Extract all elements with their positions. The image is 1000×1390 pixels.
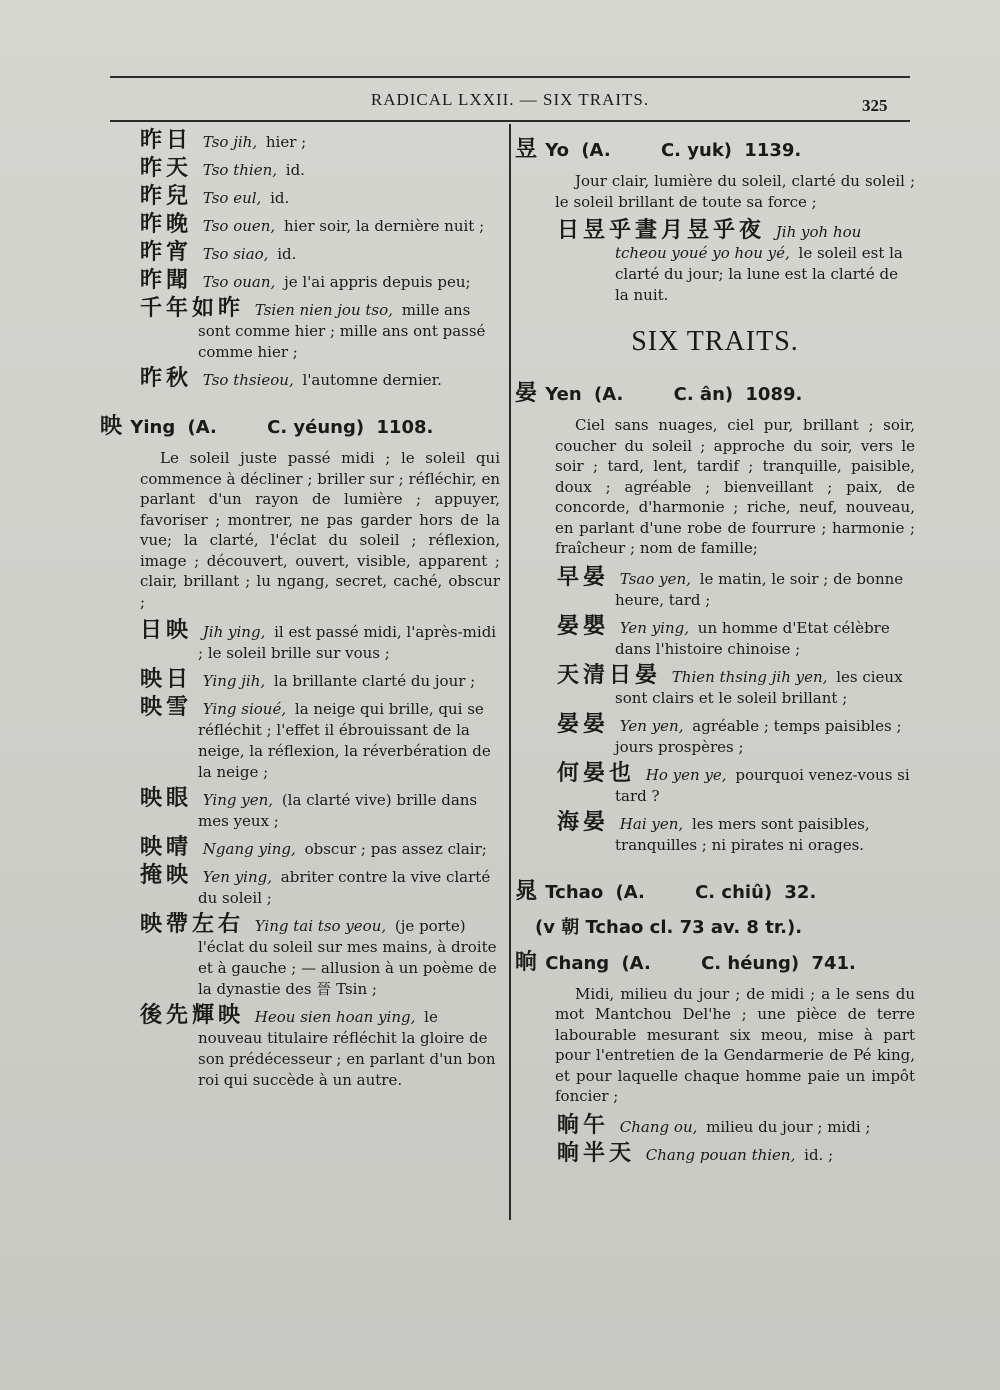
subentry-chars: 映雪	[140, 695, 193, 720]
subentry-chars: 晌午	[557, 1112, 610, 1138]
subentry	[100, 697, 500, 783]
subentry	[100, 186, 500, 209]
subentry-romanization: Chang pouan thien,	[645, 1145, 796, 1164]
subentry-chars: 昨聞	[140, 268, 193, 293]
subentry	[100, 837, 500, 860]
subentry-list-yen	[515, 564, 915, 856]
subentry	[100, 242, 500, 265]
subentry-romanization: Tso ouan,	[202, 273, 276, 291]
subentry-text: hier ;	[265, 133, 307, 151]
headword-char: 昱	[515, 137, 538, 162]
headword-char: 晌	[515, 949, 538, 975]
subentry-text: le matin, le soir ; de bonne heure, tard ;	[615, 569, 904, 609]
entry-head-ying	[100, 409, 500, 440]
subentry-text: les cieux sont clairs et le soleil brillant ;	[615, 667, 903, 707]
subentry-text: id.	[277, 245, 297, 263]
subentry-romanization: Jih yoh hou tcheou youé yo hou yé,	[615, 223, 862, 262]
subentry-romanization: Heou sien hoan ying,	[254, 1008, 416, 1026]
subentry	[100, 1005, 500, 1091]
subentry	[100, 620, 500, 664]
header-rule	[110, 120, 910, 122]
subentry-text: l'automne dernier.	[302, 371, 442, 389]
subentry-text: je l'ai appris depuis peu;	[284, 273, 471, 291]
headword-number: 1108.	[376, 417, 434, 438]
column-divider	[509, 124, 511, 1220]
headword-a: (A.	[581, 140, 611, 161]
subentry-romanization: Tso ouen,	[202, 217, 276, 235]
headword-char: 晏	[515, 381, 538, 406]
subentry	[515, 220, 915, 306]
left-column	[100, 130, 500, 1096]
headword-a: (A.	[593, 384, 624, 405]
subentry	[100, 214, 500, 237]
subentry-text: id. ;	[804, 1145, 834, 1164]
subentry-text: id.	[270, 189, 290, 207]
headword-number: 741.	[811, 952, 856, 974]
subentry	[100, 865, 500, 909]
subentry-romanization: Ying sioué,	[202, 700, 287, 718]
subentry	[515, 809, 915, 856]
headword-c: C. ân)	[673, 384, 734, 405]
subentry	[515, 1140, 915, 1166]
subentry-romanization: Tso siao,	[202, 245, 269, 263]
subentry-text: abriter contre la vive clarté du soleil ;	[198, 868, 491, 907]
subentry-romanization: Tso eul,	[202, 189, 262, 207]
subentry-text: le soleil est la clarté du jour; la lune est la clarté de la nuit.	[615, 244, 903, 304]
entry-definition-chang: Midi, milieu du jour ; de midi ; a le sens du mot Mantchou Del'he ; une pièce de terre labourable mesurant six meou, mise à part pour l'entretien de la Gendarmerie de Pé king, et pour laquelle chaque homme paie un impôt foncier ;	[555, 984, 915, 1105]
subentry-chars: 早晏	[557, 564, 610, 590]
subentry-text: les mers sont paisibles, tranquilles ; ni pirates ni orages.	[615, 814, 870, 854]
subentry-chars: 何晏也	[557, 760, 636, 786]
headword-number: 1089.	[745, 384, 803, 405]
subentry-romanization: Tsao yen,	[619, 569, 691, 588]
subentry-romanization: Ying yen,	[202, 791, 274, 809]
subentry-text: obscur ; pas assez clair;	[304, 840, 487, 858]
subentry-text: milieu du jour ; midi ;	[706, 1117, 871, 1136]
subentry-romanization: Hai yen,	[619, 814, 684, 833]
top-rule	[110, 76, 910, 78]
subentry	[100, 368, 500, 391]
subentry-romanization: Tsien nien jou tso,	[254, 301, 393, 319]
subentry-text: mille ans sont comme hier ; mille ans ont passé comme hier ;	[198, 301, 486, 361]
entry-head-yo	[515, 132, 915, 163]
entry-definition-yen: Ciel sans nuages, ciel pur, brillant ; soir, coucher du soleil ; approche du soir, vers le soir ; tard, lent, tardif ; tranquille, paisible, doux ; agréable ; bienveillant ; paix, de concorde, d'harmonie ; riche, neuf, nouveau, en parlant d'une robe de fourrure ; harmonie ; fraîcheur ; nom de famille;	[555, 416, 915, 557]
right-column	[515, 130, 915, 1171]
headword-c: C. chiû)	[695, 881, 773, 903]
subentry-chars: 天清日晏	[557, 662, 662, 688]
subentry-chars: 昨天	[140, 156, 193, 181]
subentry-text: la neige qui brille, qui se réfléchit ; l'effet il ébrouissant de la neige, la réflexion, la réverbération de la neige ;	[198, 700, 491, 781]
subentry-chars: 晏嬰	[557, 613, 610, 639]
subentry-chars: 昨兒	[140, 184, 193, 209]
subentry-romanization: Yen ying,	[619, 618, 690, 637]
subentry	[100, 788, 500, 832]
headword-c: C. héung)	[701, 952, 800, 974]
subentry-text: agréable ; temps paisibles ; jours prospères ;	[615, 716, 902, 756]
subentry	[515, 662, 915, 709]
subentry	[100, 130, 500, 153]
subentry-romanization: Tso thien,	[202, 161, 277, 179]
headword-char: 晁	[515, 878, 538, 904]
subentry-romanization: Yen yen,	[619, 716, 684, 735]
subentry-chars: 日映	[140, 618, 193, 643]
subentry	[515, 613, 915, 660]
subentry-text: un homme d'Etat célèbre dans l'histoire chinoise ;	[615, 618, 890, 658]
subentry-chars: 昨晚	[140, 212, 193, 237]
subentry-chars: 海晏	[557, 809, 610, 835]
headword-name: Chang	[545, 952, 610, 974]
entry-definition-yo: Jour clair, lumière du soleil, clarté du soleil ; le soleil brillant de toute sa force ;	[555, 172, 915, 211]
subentry-romanization: Tso jih,	[202, 133, 258, 151]
subentry	[100, 270, 500, 293]
subentry-romanization: Yen ying,	[202, 868, 273, 886]
subentry-text: (je porte) l'éclat du soleil sur mes mains, à droite et à gauche ; — allusion à un poème de la dynastie des 晉 Tsin ;	[198, 917, 497, 998]
entry-head-tchao	[515, 874, 915, 905]
entry-crossref-tchao: (v 朝 Tchao cl. 73 av. 8 tr.).	[535, 916, 803, 938]
headword-char: 映	[100, 414, 123, 439]
entry-head-chang	[515, 945, 915, 976]
subentry-romanization: Thien thsing jih yen,	[671, 667, 828, 686]
subentry-romanization: Ngang ying,	[202, 840, 296, 858]
subentry-text: (la clarté vive) brille dans mes yeux ;	[198, 791, 478, 830]
subentry	[100, 158, 500, 181]
headword-name: Yo	[545, 140, 570, 161]
headword-c: C. yéung)	[267, 417, 365, 438]
subentry-chars: 千年如昨	[140, 296, 245, 321]
subentry-chars: 映眼	[140, 786, 193, 811]
subentry-romanization: Ying tai tso yeou,	[254, 917, 387, 935]
subentry-chars: 日昱乎晝月昱乎夜	[557, 218, 766, 243]
subentry-chars: 映帶左右	[140, 912, 245, 937]
subentry-chars: 晌半天	[557, 1140, 636, 1166]
subentry-text: la brillante clarté du jour ;	[273, 672, 476, 690]
headword-number: 32.	[784, 881, 817, 903]
subentry-chars: 晏晏	[557, 711, 610, 737]
entry-head-yen	[515, 376, 915, 407]
subentry	[515, 1112, 915, 1138]
subentry-list-top	[100, 130, 500, 391]
subentry-chars: 昨日	[140, 128, 193, 153]
subentry-text: le nouveau titulaire réfléchit la gloire de son prédécesseur ; en parlant d'un bon roi qui succède à un autre.	[198, 1008, 496, 1089]
subentry	[100, 298, 500, 363]
headword-a: (A.	[187, 417, 217, 438]
subentry	[100, 914, 500, 1000]
subentry-list-yo	[515, 220, 915, 306]
subentry	[100, 669, 500, 692]
headword-c: C. yuk)	[660, 140, 733, 161]
subentry-text: pourquoi venez-vous si tard ?	[615, 765, 910, 805]
page-number: 325	[862, 96, 888, 115]
subentry-chars: 昨宵	[140, 240, 193, 265]
subentry	[515, 564, 915, 611]
subentry-chars: 映晴	[140, 835, 193, 860]
subentry	[515, 711, 915, 758]
subentry-chars: 後先輝映	[140, 1003, 245, 1028]
subentry-chars: 掩映	[140, 863, 193, 888]
section-title: SIX TRAITS.	[631, 326, 799, 357]
subentry-list-ying	[100, 620, 500, 1091]
subentry-text: id.	[285, 161, 305, 179]
subentry-text: il est passé midi, l'après-midi ; le soleil brille sur vous ;	[198, 623, 497, 662]
subentry-romanization: Jih ying,	[202, 623, 266, 641]
subentry-romanization: Tso thsieou,	[202, 371, 294, 389]
subentry-text: hier soir, la dernière nuit ;	[284, 217, 485, 235]
subentry-chars: 映日	[140, 667, 193, 692]
headword-name: Ying	[130, 417, 176, 438]
running-head: RADICAL LXXII. — SIX TRAITS.	[370, 90, 650, 109]
subentry-chars: 昨秋	[140, 366, 193, 391]
headword-a: (A.	[621, 952, 651, 974]
entry-definition-ying: Le soleil juste passé midi ; le soleil qui commence à décliner ; briller sur ; réfléchir, en parlant d'un rayon de lumière ; appuyer, favoriser ; montrer, ne pas garder hors de la vue; la clarté, l'éclat du soleil ; réflexion, image ; découvert, ouvert, visible, apparent ; clair, brillant ; lu ngang, secret, caché, obscur ;	[140, 449, 500, 611]
subentry-romanization: Chang ou,	[619, 1117, 698, 1136]
subentry	[515, 760, 915, 807]
headword-number: 1139.	[744, 140, 802, 161]
headword-name: Tchao	[545, 881, 604, 903]
subentry-romanization: Ying jih,	[202, 672, 266, 690]
subentry-list-chang	[515, 1112, 915, 1166]
headword-name: Yen	[545, 384, 582, 405]
headword-a: (A.	[615, 881, 645, 903]
subentry-romanization: Ho yen ye,	[645, 765, 727, 784]
